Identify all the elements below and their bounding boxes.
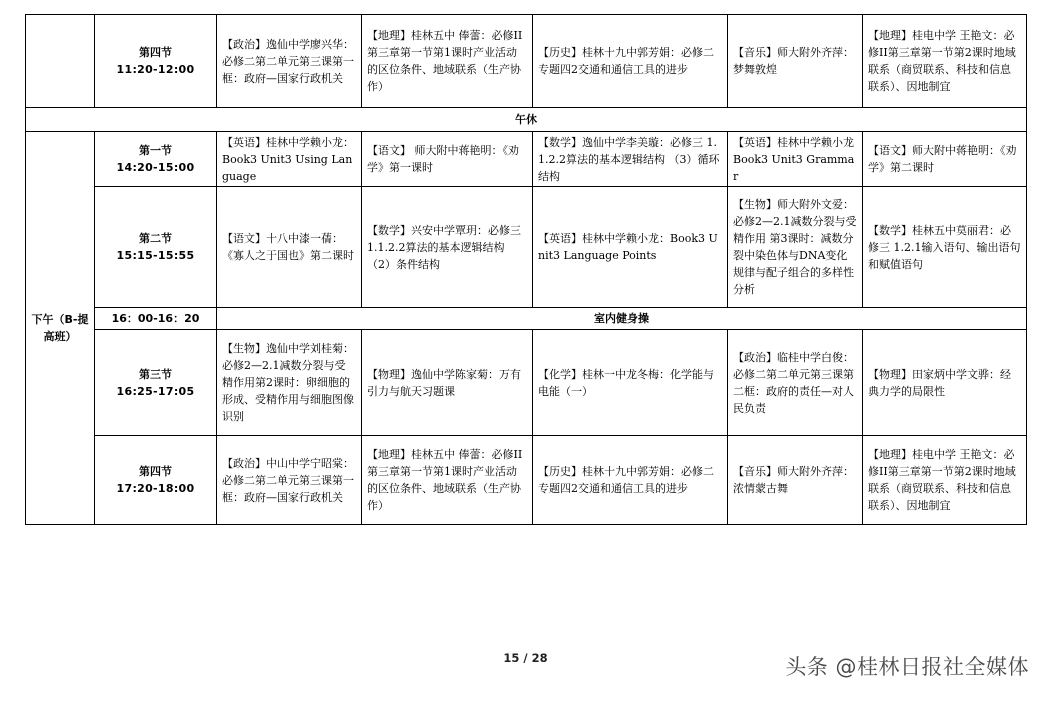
class-cell: 【语文】师大附中蒋艳明：《劝学》第二课时 bbox=[863, 132, 1027, 187]
class-cell: 【英语】桂林中学赖小龙：Book3 Unit3 Language Points bbox=[533, 187, 728, 308]
table-row bbox=[26, 436, 1027, 525]
class-cell: 【物理】田家炳中学文骅：经典力学的局限性 bbox=[863, 330, 1027, 436]
period-time: 15:15-15:55 bbox=[116, 249, 195, 262]
watermark: 头条 @桂林日报社全媒体 bbox=[785, 655, 1029, 679]
class-cell: 【地理】桂电中学 王艳文：必修II第三章第一节第2课时地域联系（商贸联系、科技和信息联系）、因地制宜 bbox=[863, 15, 1027, 108]
period-cell bbox=[95, 330, 217, 436]
table-row bbox=[26, 108, 1027, 132]
class-cell: 【地理】桂电中学 王艳文：必修II第三章第一节第2课时地域联系（商贸联系、科技和信息联系）、因地制宜 bbox=[863, 436, 1027, 525]
schedule-table bbox=[25, 14, 1027, 525]
class-cell: 【英语】桂林中学赖小龙 Book3 Unit3 Grammar bbox=[728, 132, 863, 187]
table-row bbox=[26, 308, 1027, 330]
class-cell: 【生物】师大附外文爱：必修2—2.1减数分裂与受精作用 第3课时：减数分裂中染色体与DNA变化规律与配子组合的多样性分析 bbox=[728, 187, 863, 308]
class-cell: 【数学】兴安中学覃玥：必修三 1.1.2.2算法的基本逻辑结构 （2）条件结构 bbox=[362, 187, 533, 308]
class-cell: 【数学】逸仙中学李美璇：必修三 1.1.2.2算法的基本逻辑结构 （3）循环结构 bbox=[533, 132, 728, 187]
table-row bbox=[26, 187, 1027, 308]
exercise-time: 16：00-16：20 bbox=[95, 308, 217, 330]
class-cell: 【历史】桂林十九中郭芳娟：必修二专题四2交通和通信工具的进步 bbox=[533, 15, 728, 108]
period-time: 14:20-15:00 bbox=[116, 161, 195, 174]
class-cell: 【生物】逸仙中学刘桂菊：必修2—2.1减数分裂与受精作用第2课时：卵细胞的形成、受精作用与细胞图像识别 bbox=[217, 330, 362, 436]
period-cell bbox=[95, 15, 217, 108]
class-cell: 【政治】临桂中学白俊：必修二第二单元第三课第二框：政府的责任—对人民负责 bbox=[728, 330, 863, 436]
class-cell: 【音乐】师大附外齐萍：梦舞敦煌 bbox=[728, 15, 863, 108]
class-cell: 【音乐】师大附外齐萍：浓情蒙古舞 bbox=[728, 436, 863, 525]
class-cell: 【数学】桂林五中莫丽君：必修三 1.2.1输入语句、输出语句和赋值语句 bbox=[863, 187, 1027, 308]
period-name: 第三节 bbox=[139, 367, 172, 381]
period-cell bbox=[95, 436, 217, 525]
period-time: 16:25-17:05 bbox=[116, 384, 195, 398]
page-number: 15 / 28 bbox=[503, 651, 548, 665]
class-cell: 【化学】桂林一中龙冬梅：化学能与电能（一） bbox=[533, 330, 728, 436]
session-label: 下午（B-提高班） bbox=[26, 132, 95, 525]
class-cell: 【地理】桂林五中 俸蕾：必修II第三章第一节第1课时产业活动的区位条件、地域联系（生产协作） bbox=[362, 436, 533, 525]
period-name: 第一节 bbox=[139, 144, 172, 157]
exercise-banner: 室内健身操 bbox=[217, 308, 1027, 330]
period-cell bbox=[95, 187, 217, 308]
class-cell: 【语文】十八中漆一蒨：《寡人之于国也》第二课时 bbox=[217, 187, 362, 308]
class-cell: 【历史】桂林十九中郭芳娟：必修二专题四2交通和通信工具的进步 bbox=[533, 436, 728, 525]
period-name: 第二节 bbox=[139, 232, 172, 245]
period-cell bbox=[95, 132, 217, 187]
class-cell: 【政治】逸仙中学廖兴华：必修二第二单元第三课第一框：政府—国家行政机关 bbox=[217, 15, 362, 108]
session-cell-morning bbox=[26, 15, 95, 108]
class-cell: 【地理】桂林五中 俸蕾：必修II第三章第一节第1课时产业活动的区位条件、地域联系（生产协作） bbox=[362, 15, 533, 108]
period-name: 第四节 bbox=[139, 465, 172, 478]
table-row bbox=[26, 132, 1027, 187]
period-name: 第四节 bbox=[139, 46, 172, 59]
class-cell: 【政治】中山中学宁昭棠：必修二第二单元第三课第一框：政府—国家行政机关 bbox=[217, 436, 362, 525]
period-time: 17:20-18:00 bbox=[116, 482, 195, 495]
table-row bbox=[26, 330, 1027, 436]
lunch-banner: 午休 bbox=[26, 108, 1027, 132]
period-time: 11:20-12:00 bbox=[116, 63, 195, 76]
class-cell: 【英语】桂林中学赖小龙：Book3 Unit3 Using Language bbox=[217, 132, 362, 187]
table-row bbox=[26, 15, 1027, 108]
class-cell: 【物理】逸仙中学陈家菊：万有引力与航天习题课 bbox=[362, 330, 533, 436]
class-cell: 【语文】 师大附中蒋艳明：《劝学》第一课时 bbox=[362, 132, 533, 187]
